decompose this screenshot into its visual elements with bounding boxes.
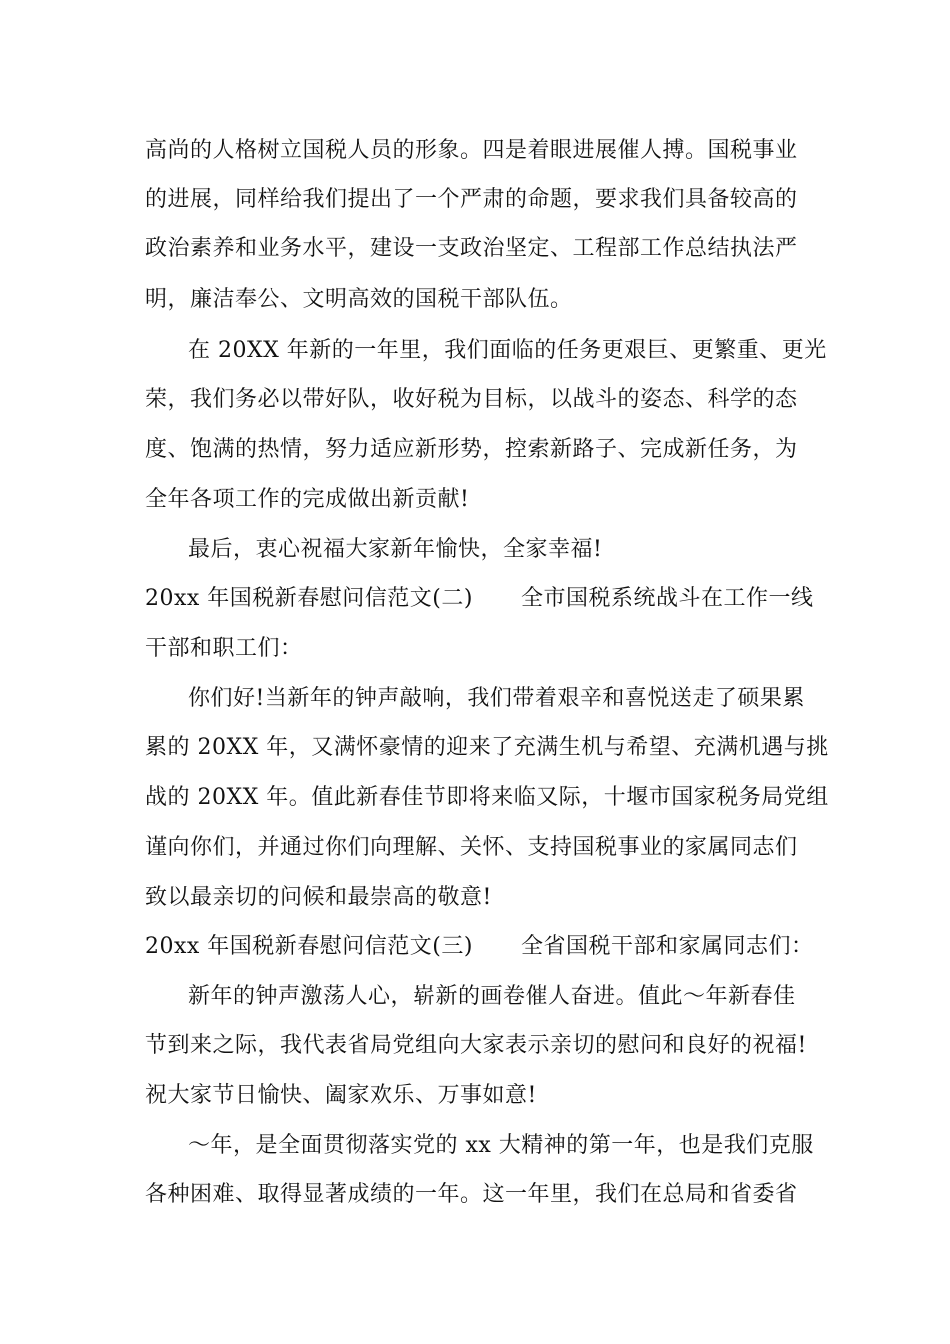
text-line: 你们好!当新年的钟声敲响，我们带着艰辛和喜悦送走了硕果累: [188, 686, 805, 711]
heading-title: 20xx 年国税新春慰问信范文(二): [145, 586, 473, 611]
heading-title: 20xx 年国税新春慰问信范文(三): [145, 934, 473, 959]
text-line: 明，廉洁奉公、文明高效的国税干部队伍。: [145, 287, 573, 312]
text-line: 各种困难、取得显著成绩的一年。这一年里，我们在总局和省委省: [145, 1182, 798, 1207]
text-line: 祝大家节日愉快、阖家欢乐、万事如意!: [145, 1083, 537, 1108]
salutation: 全市国税系统战斗在工作一线: [520, 586, 814, 611]
text-line: 干部和职工们：: [145, 636, 303, 661]
text-line: 高尚的人格树立国税人员的形象。四是着眼进展催人搏。国税事业: [145, 138, 798, 163]
text-line: ～年，是全面贯彻落实党的 xx 大精神的第一年，也是我们克服: [188, 1133, 814, 1158]
text-line: 最后，衷心祝福大家新年愉快，全家幸福!: [188, 537, 603, 562]
text-line: 荣，我们务必以带好队，收好税为目标，以战斗的姿态、科学的态: [145, 387, 798, 412]
salutation: 全省国税干部和家属同志们：: [520, 934, 814, 959]
text-line: 政治素养和业务水平，建设一支政治坚定、工程部工作总结执法严: [145, 236, 798, 261]
section-heading-2: [145, 579, 813, 619]
text-line: 致以最亲切的问候和最崇高的敬意!: [145, 885, 492, 910]
text-line: 在 20XX 年新的一年里，我们面临的任务更艰巨、更繁重、更光: [188, 338, 827, 363]
text-line: 战的 20XX 年。值此新春佳节即将来临又际，十堰市国家税务局党组: [145, 785, 829, 810]
section-heading-3: [145, 927, 813, 967]
text-line: 全年各项工作的完成做出新贡献!: [145, 487, 470, 512]
text-line: 度、饱满的热情，努力适应新形势，控索新路子、完成新任务，为: [145, 437, 798, 462]
text-line: 的进展，同样给我们提出了一个严肃的命题，要求我们具备较高的: [145, 187, 798, 212]
text-line: 谨向你们，并通过你们向理解、关怀、支持国税事业的家属同志们: [145, 835, 798, 860]
text-line: 节到来之际，我代表省局党组向大家表示亲切的慰问和良好的祝福!: [145, 1033, 807, 1058]
text-line: 累的 20XX 年，又满怀豪情的迎来了充满生机与希望、充满机遇与挑: [145, 735, 829, 760]
text-line: 新年的钟声激荡人心，崭新的画卷催人奋进。值此～年新春佳: [188, 984, 796, 1009]
